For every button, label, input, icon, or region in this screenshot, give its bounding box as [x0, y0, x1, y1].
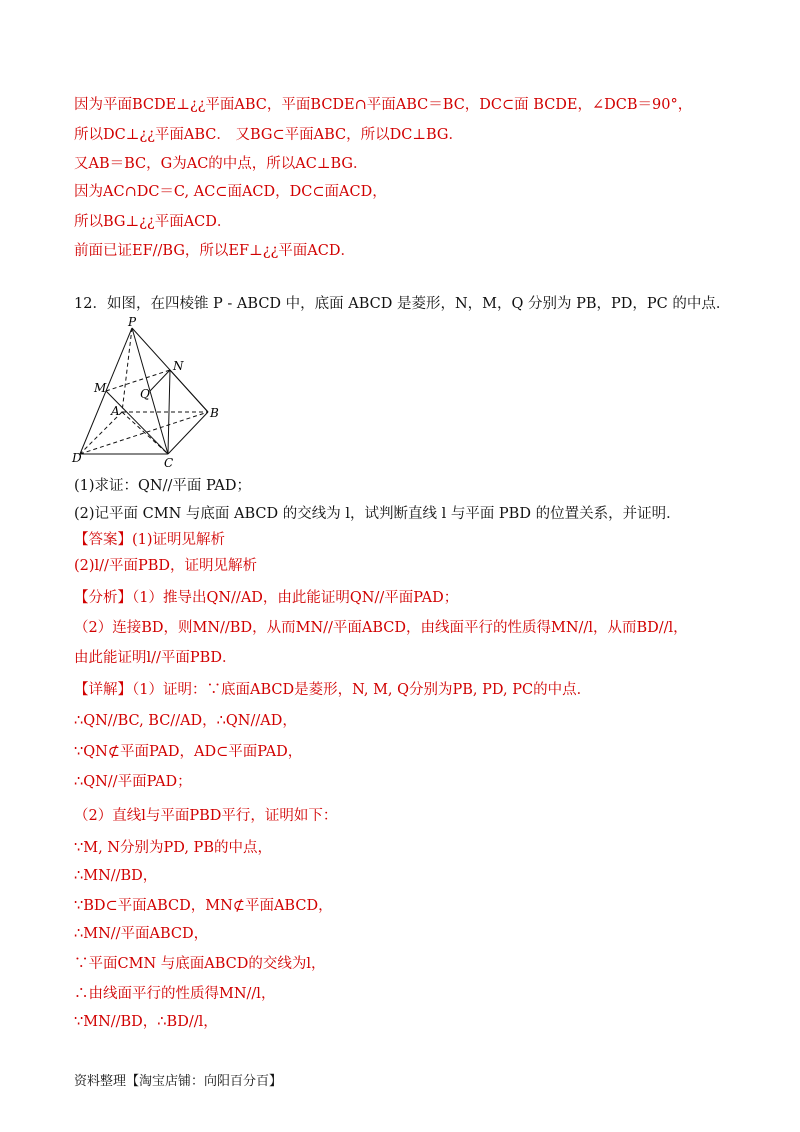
label-N: N	[173, 359, 184, 373]
label-D: D	[72, 451, 82, 465]
detail-line-12: ∵MN//BD，∴BD//l，	[74, 1014, 218, 1030]
detail-line-2: ∴QN//BC, BC//AD，∴QN//AD，	[74, 713, 297, 729]
page-footer: 资料整理【淘宝店铺：向阳百分百】	[74, 1074, 283, 1089]
label-Q: Q	[140, 387, 150, 401]
problem-part2: (2)记平面 CMN 与底面 ABCD 的交线为 l，试判断直线 l 与平面 PBD 的位置关系，并证明．	[74, 506, 681, 522]
detail-line-7: ∴MN//BD，	[74, 868, 158, 884]
label-B: B	[210, 406, 219, 420]
prev-solution-line-1: 因为平面BCDE⊥¿¿平面ABC，平面BCDE∩平面ABC＝BC，DC⊂面 BCDE，∠DCB＝90°，	[74, 97, 693, 113]
prev-solution-line-5: 所以BG⊥¿¿平面ACD．	[74, 214, 232, 230]
detail-line-1: 【详解】（1）证明：∵底面ABCD是菱形，N, M, Q分别为PB, PD, PC的中点．	[74, 682, 592, 698]
prev-solution-line-2: 所以DC⊥¿¿平面ABC． 又BG⊂平面ABC，所以DC⊥BG．	[74, 127, 464, 143]
pyramid-figure	[70, 316, 230, 474]
answer-line-2: (2)l//平面PBD，证明见解析	[74, 558, 257, 574]
edge-AD	[80, 412, 122, 454]
detail-line-11: ∴由线面平行的性质得MN//l，	[74, 986, 276, 1002]
prev-solution-line-4: 因为AC∩DC＝C, AC⊂面ACD，DC⊂面ACD，	[74, 184, 387, 200]
answer-line-1: 【答案】(1)证明见解析	[74, 532, 226, 548]
edge-NB-mid	[170, 370, 208, 412]
analysis-line-1: 【分析】（1）推导出QN//AD，由此能证明QN//平面PAD；	[74, 590, 459, 606]
label-M: M	[94, 381, 107, 395]
detail-line-3: ∵QN⊄平面PAD，AD⊂平面PAD，	[74, 744, 303, 760]
problem-statement: 12．如图，在四棱锥 P - ABCD 中，底面 ABCD 是菱形，N，M，Q 分别为 PB，PD，PC 的中点．	[74, 296, 731, 312]
edge-DB	[80, 412, 208, 454]
prev-solution-line-6: 前面已证EF//BG，所以EF⊥¿¿平面ACD．	[74, 243, 355, 259]
prev-solution-line-3: 又AB＝BC，G为AC的中点，所以AC⊥BG．	[74, 156, 368, 172]
edge-NC	[168, 370, 170, 454]
detail-line-8: ∵BD⊂平面ABCD，MN⊄平面ABCD，	[74, 898, 333, 914]
label-A: A	[111, 404, 120, 418]
problem-part1: (1)求证：QN//平面 PAD；	[74, 478, 252, 494]
detail-line-10: ∵平面CMN 与底面ABCD的交线为l，	[74, 956, 326, 972]
detail-line-4: ∴QN//平面PAD；	[74, 774, 192, 790]
detail-line-6: ∵M, N分别为PD, PB的中点，	[74, 840, 272, 856]
label-C: C	[164, 456, 174, 470]
analysis-line-3: 由此能证明l//平面PBD．	[74, 650, 237, 666]
analysis-line-2: （2）连接BD，则MN//BD，从而MN//平面ABCD，由线面平行的性质得MN//l，从而BD//l，	[74, 620, 688, 636]
detail-line-9: ∴MN//平面ABCD，	[74, 926, 209, 942]
label-P: P	[128, 316, 137, 329]
edge-AC	[122, 412, 168, 454]
detail-line-5: （2）直线l与平面PBD平行，证明如下：	[74, 808, 338, 824]
